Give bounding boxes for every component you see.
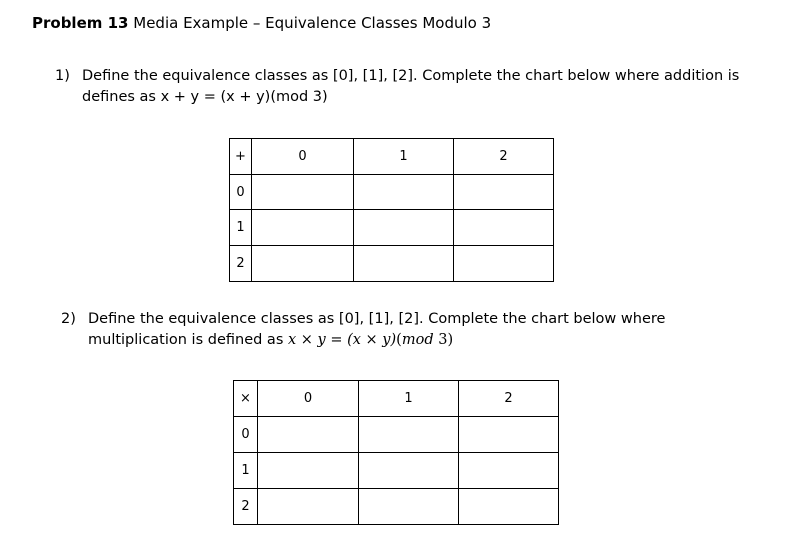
- multiplication-formula: x × y = (x × y)(mod 3): [287, 332, 454, 348]
- answer-cell[interactable]: [354, 175, 454, 210]
- problem-2-line-1: Define the equivalence classes as [0], [1], [2]. Complete the chart below where: [88, 311, 666, 327]
- problem-1: [55, 66, 775, 108]
- problem-2-line-2-prefix: multiplication is defined as: [88, 332, 288, 348]
- row-header-cell: 2: [230, 246, 252, 282]
- row-header-cell: 0: [230, 175, 252, 210]
- row-header-cell: 1: [230, 210, 252, 246]
- answer-cell[interactable]: [359, 489, 459, 525]
- header-cell: 0: [252, 139, 354, 175]
- answer-cell[interactable]: [454, 246, 554, 282]
- problem-1-line-1: Define the equivalence classes as [0], [1], [2]. Complete the chart below where addition is: [82, 68, 740, 84]
- addition-table: [229, 138, 554, 282]
- formula-lhs: x × y: [287, 332, 326, 348]
- title-text: Media Example – Equivalence Classes Modulo 3: [128, 14, 492, 32]
- answer-cell[interactable]: [459, 453, 559, 489]
- header-cell: 2: [459, 381, 559, 417]
- operator-cell: +: [230, 139, 252, 175]
- answer-cell[interactable]: [258, 453, 359, 489]
- formula-equals: =: [325, 332, 348, 348]
- answer-cell[interactable]: [459, 417, 559, 453]
- problem-2-number: 2): [61, 311, 76, 327]
- formula-mod-number: 3: [433, 332, 448, 348]
- row-header-cell: 1: [234, 453, 258, 489]
- formula-mod: mod: [401, 332, 434, 348]
- header-cell: 1: [359, 381, 459, 417]
- answer-cell[interactable]: [454, 210, 554, 246]
- answer-cell[interactable]: [359, 453, 459, 489]
- problem-1-line-2: defines as x + y = (x + y)(mod 3): [82, 89, 328, 105]
- answer-cell[interactable]: [459, 489, 559, 525]
- answer-cell[interactable]: [252, 246, 354, 282]
- row-header-cell: 2: [234, 489, 258, 525]
- problem-2: [61, 309, 781, 351]
- formula-rhs: (x × y): [347, 332, 397, 348]
- answer-cell[interactable]: [252, 175, 354, 210]
- multiplication-table: [233, 380, 559, 525]
- header-cell: 0: [258, 381, 359, 417]
- page-title: [32, 14, 491, 32]
- problem-2-line-2: [61, 330, 781, 351]
- header-cell: 2: [454, 139, 554, 175]
- row-header-cell: 0: [234, 417, 258, 453]
- header-cell: 1: [354, 139, 454, 175]
- problem-number: Problem 13: [32, 14, 129, 32]
- answer-cell[interactable]: [454, 175, 554, 210]
- problem-1-number: 1): [55, 68, 70, 84]
- answer-cell[interactable]: [258, 417, 359, 453]
- operator-cell: ×: [234, 381, 258, 417]
- answer-cell[interactable]: [258, 489, 359, 525]
- answer-cell[interactable]: [359, 417, 459, 453]
- answer-cell[interactable]: [354, 246, 454, 282]
- answer-cell[interactable]: [252, 210, 354, 246]
- answer-cell[interactable]: [354, 210, 454, 246]
